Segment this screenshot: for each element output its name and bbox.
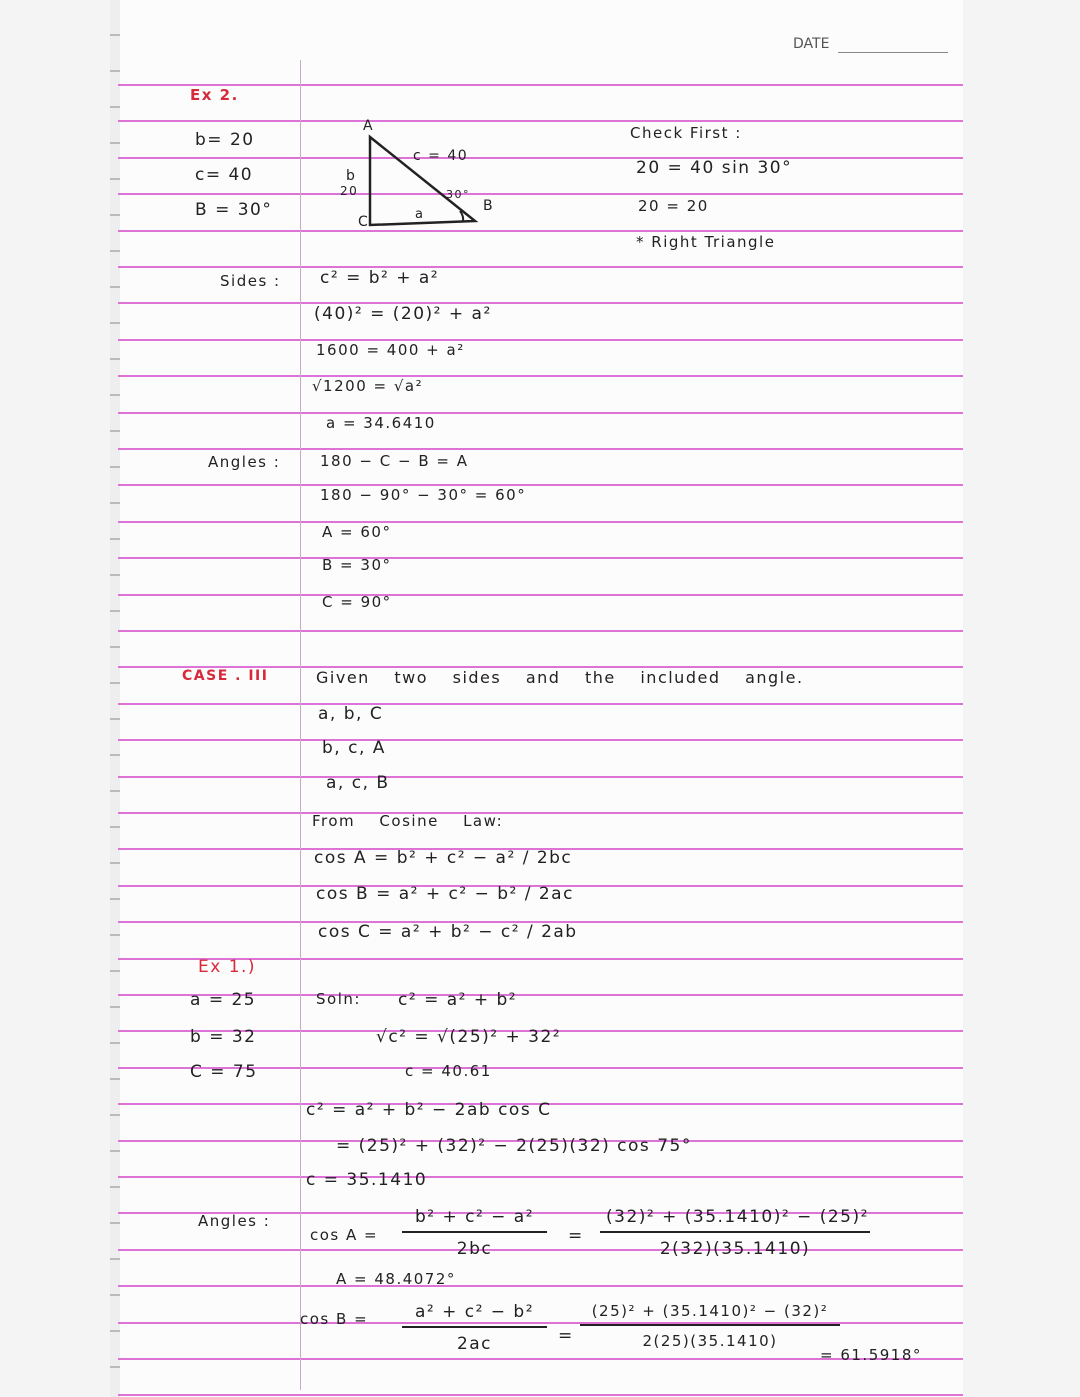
angle-a-value: A = 48.4072°: [336, 1270, 456, 1288]
cos-a-fraction: [402, 1207, 547, 1259]
ruled-line: [118, 630, 963, 632]
given-B: B = 30°: [195, 200, 273, 220]
given-a: a = 25: [190, 990, 257, 1010]
cos-b-equals: =: [558, 1326, 574, 1346]
soln-label: Soln:: [316, 990, 361, 1008]
sides-step-5: a = 34.6410: [326, 414, 436, 432]
ruled-line: [118, 812, 963, 814]
case-option-2: b, c, A: [322, 738, 386, 758]
soln-step-4: c² = a² + b² − 2ab cos C: [306, 1100, 552, 1120]
soln-step-6: c = 35.1410: [306, 1170, 428, 1190]
cos-b-sub-denominator: 2(25)(35.1410): [642, 1332, 778, 1350]
right-triangle-note: * Right Triangle: [636, 233, 776, 251]
angles-label: Angles :: [208, 453, 281, 471]
angles-step-2: 180 − 90° − 30° = 60°: [320, 486, 527, 504]
ruled-line: [118, 339, 963, 341]
side-b-value: 20: [340, 184, 359, 198]
cos-b-substituted: [580, 1302, 840, 1350]
case-title: Given two sides and the included angle.: [316, 668, 804, 687]
cos-a-sub-denominator: 2(32)(35.1410): [659, 1239, 811, 1259]
margin-line: [300, 60, 301, 1390]
case-option-1: a, b, C: [318, 704, 384, 724]
ruled-line: [118, 266, 963, 268]
ruled-line: [118, 375, 963, 377]
side-a-label: a: [415, 207, 425, 222]
angle-b-result: B = 30°: [322, 556, 392, 574]
given-c: c= 40: [195, 165, 254, 185]
angles-step-1: 180 − C − B = A: [320, 452, 469, 470]
soln-step-1: c² = a² + b²: [398, 990, 518, 1010]
sides-step-4: √1200 = √a²: [312, 377, 424, 395]
formula-cos-a: cos A = b² + c² − a² / 2bc: [314, 848, 573, 868]
side-b-label: b: [346, 168, 357, 184]
soln-step-2: √c² = √(25)² + 32²: [376, 1027, 562, 1047]
cos-b-sub-numerator: (25)² + (35.1410)² − (32)²: [580, 1302, 840, 1326]
sides-step-2: (40)² = (20)² + a²: [314, 304, 492, 324]
ruled-line: [118, 739, 963, 741]
angle-c-result: C = 90°: [322, 593, 392, 611]
cos-b-numerator: a² + c² − b²: [402, 1302, 547, 1328]
ruled-line: [118, 484, 963, 486]
sides-label: Sides :: [220, 272, 281, 290]
check-line-2: 20 = 20: [638, 197, 709, 215]
case-option-3: a, c, B: [326, 773, 390, 793]
ruled-line: [118, 448, 963, 450]
ruled-line: [118, 302, 963, 304]
side-c-label: c = 40: [413, 148, 469, 164]
page-edge: [110, 0, 120, 1397]
cos-a-equals: =: [568, 1226, 584, 1246]
ruled-line: [118, 521, 963, 523]
ruled-line: [118, 557, 963, 559]
formula-cos-b: cos B = a² + c² − b² / 2ac: [316, 884, 574, 904]
ruled-line: [118, 1176, 963, 1178]
formula-cos-c: cos C = a² + b² − c² / 2ab: [318, 922, 578, 942]
case-label: CASE . III: [182, 668, 269, 684]
cos-a-substituted: [600, 1207, 870, 1259]
angle-b-value: = 61.5918°: [820, 1346, 922, 1364]
cos-b-denominator: 2ac: [456, 1334, 493, 1354]
cos-b-fraction: [402, 1302, 547, 1354]
cosine-law-label: From Cosine Law:: [312, 812, 504, 830]
given-b: b = 32: [190, 1027, 257, 1047]
ruled-line: [118, 412, 963, 414]
ruled-line: [118, 120, 963, 122]
ruled-line: [118, 594, 963, 596]
ruled-line: [118, 193, 963, 195]
cos-a-numerator: b² + c² − a²: [402, 1207, 547, 1233]
ruled-line: [118, 84, 963, 86]
ruled-line: [118, 230, 963, 232]
example-title: Ex 2.: [190, 86, 239, 104]
cos-a-sub-numerator: (32)² + (35.1410)² − (25)²: [600, 1207, 870, 1233]
given-b: b= 20: [195, 130, 255, 150]
ruled-line: [118, 776, 963, 778]
cos-b-lhs: cos B =: [300, 1310, 369, 1328]
ruled-line: [118, 1394, 963, 1396]
angle-a-result: A = 60°: [322, 523, 392, 541]
vertex-b: B: [483, 198, 495, 214]
ex1-title: Ex 1.): [198, 957, 257, 977]
ruled-line: [118, 703, 963, 705]
ruled-line: [118, 157, 963, 159]
ruled-line: [118, 1285, 963, 1287]
cos-a-denominator: 2bc: [456, 1239, 493, 1259]
date-line: [838, 52, 948, 53]
check-line-1: 20 = 40 sin 30°: [636, 158, 793, 178]
given-C: C = 75: [190, 1062, 258, 1082]
soln-step-5: = (25)² + (32)² − 2(25)(32) cos 75°: [336, 1136, 692, 1156]
vertex-a: A: [363, 118, 375, 134]
ex1-angles-label: Angles :: [198, 1212, 271, 1230]
vertex-c: C: [358, 214, 370, 230]
check-label: Check First :: [630, 124, 742, 142]
date-label: DATE: [793, 36, 830, 52]
cos-a-lhs: cos A =: [310, 1226, 379, 1244]
soln-step-3: c = 40.61: [405, 1062, 492, 1080]
sides-step-1: c² = b² + a²: [320, 268, 440, 288]
sides-step-3: 1600 = 400 + a²: [316, 341, 465, 359]
angle-label: 30°: [446, 188, 470, 201]
